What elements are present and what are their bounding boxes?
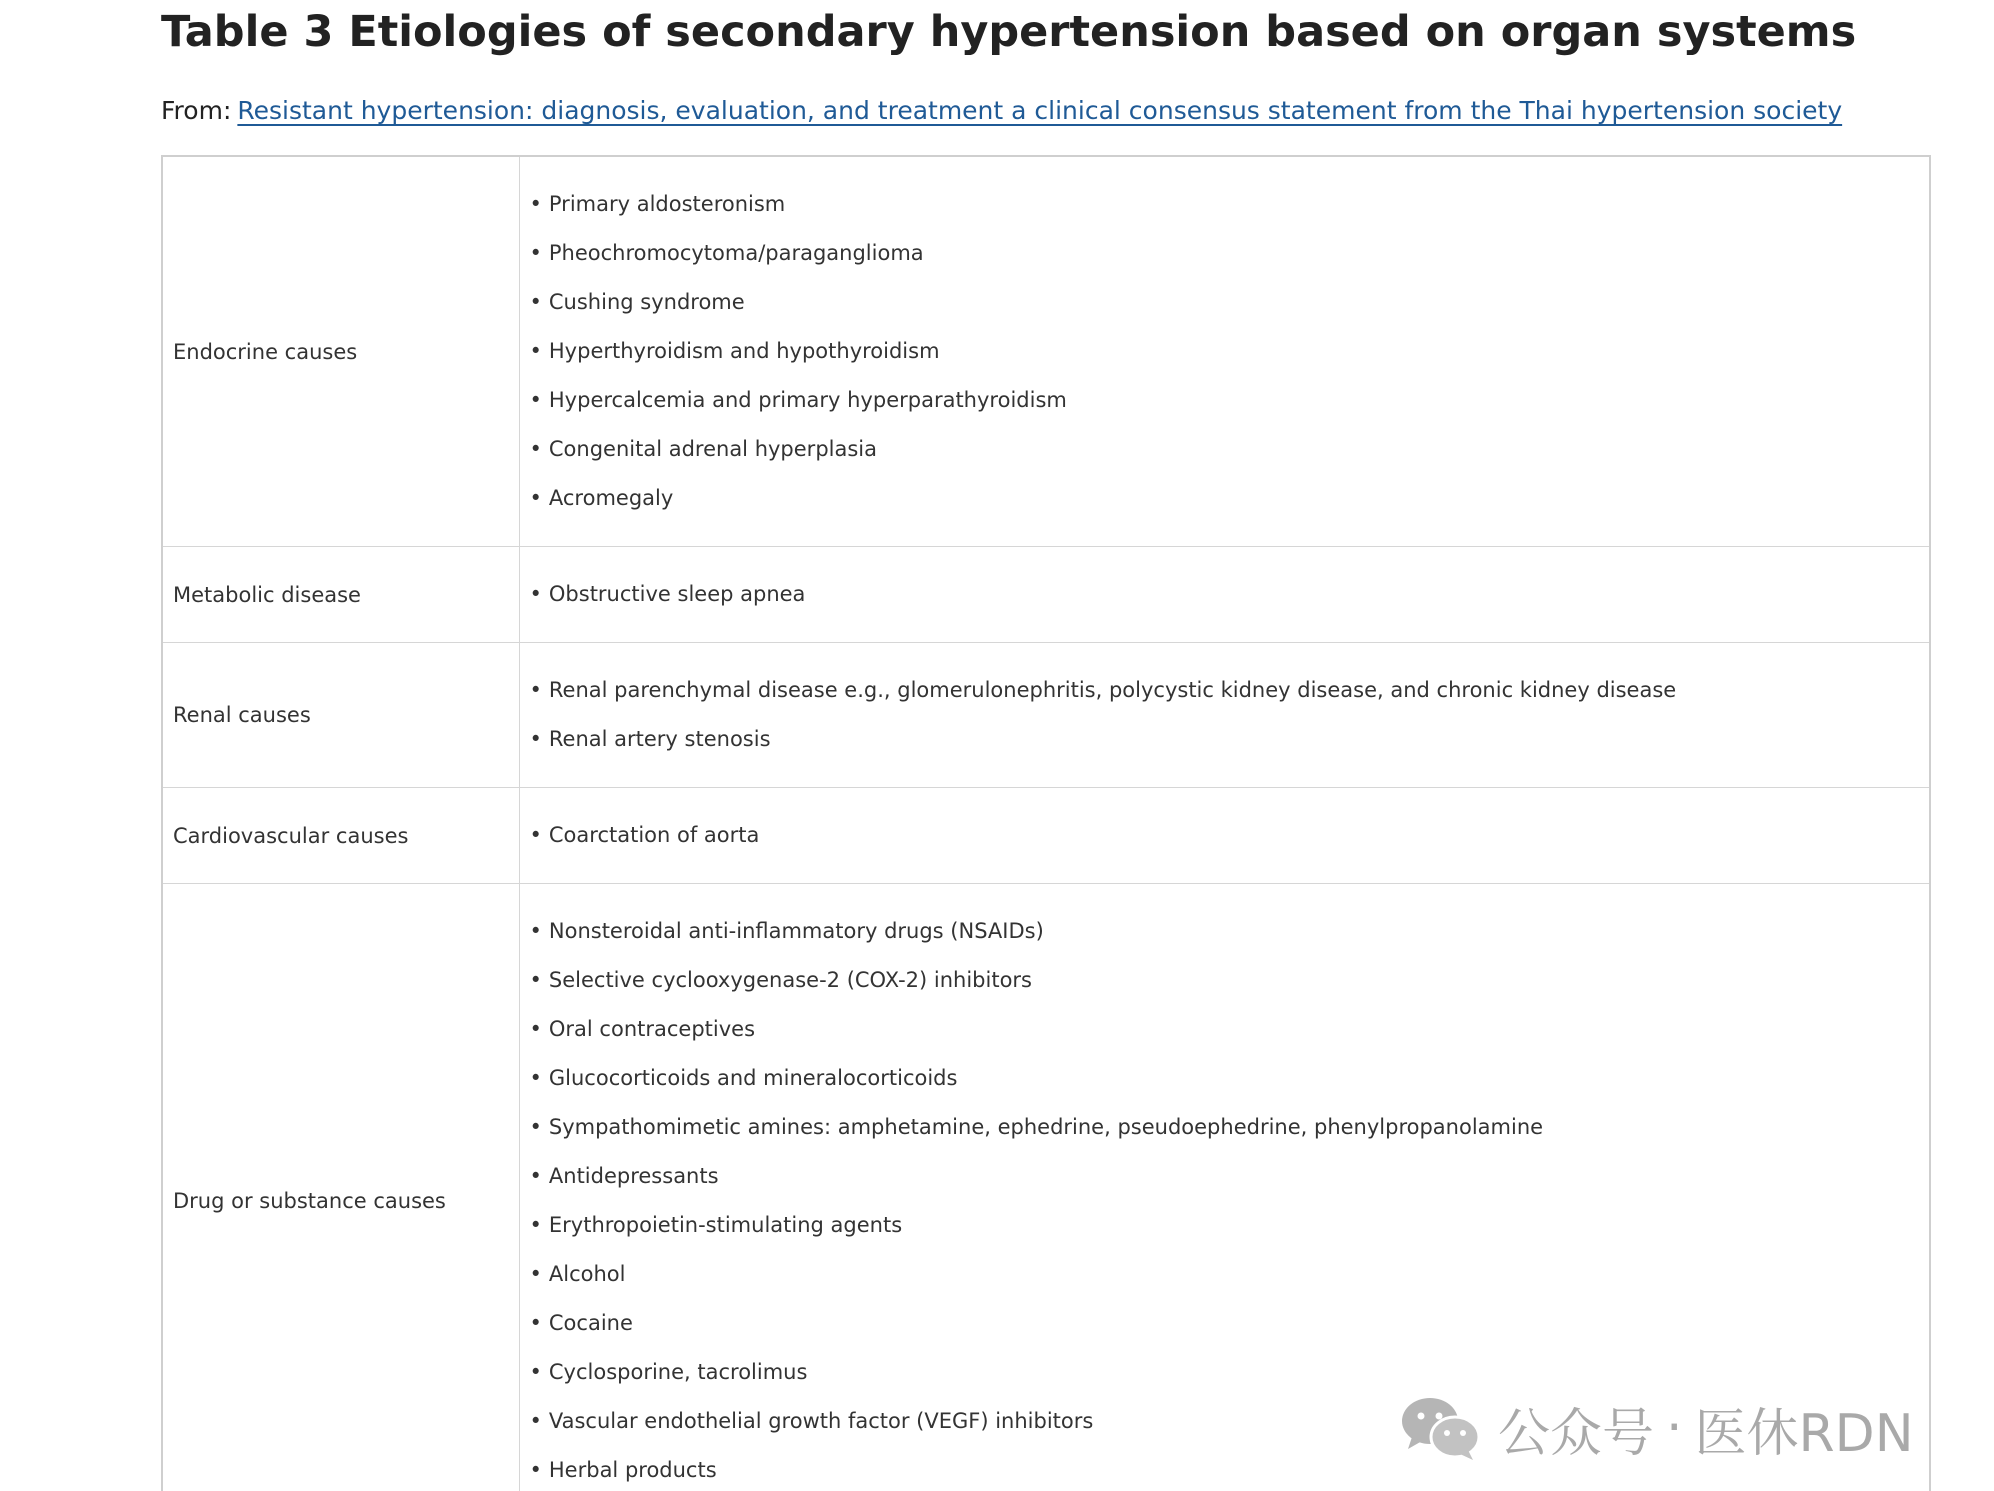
watermark [1400,1393,1914,1463]
list-item: • Sympathomimetic amines: amphetamine, ephedrine, pseudoephedrine, phenylpropanolamine [530,1103,1930,1152]
table-row [163,157,1929,547]
list-item: • Selective cyclooxygenase-2 (COX-2) inhibitors [530,956,1930,1005]
items-cell [519,643,1929,788]
list-item: • Vascular endothelial growth factor (VEGF) inhibitors [530,1397,1930,1446]
etiology-table-container [161,155,1931,1491]
category-cell: Cardiovascular causes [163,788,519,884]
list-item: • Herbal products [530,1446,1930,1491]
list-item: • Primary aldosteronism [530,180,1930,229]
list-item: • Renal artery stenosis [530,715,1930,764]
category-cell: Metabolic disease [163,547,519,643]
source-article-link[interactable]: Resistant hypertension: diagnosis, evaluation, and treatment a clinical consensus statement from the Thai hypertension society [237,96,1843,125]
list-item: • Nonsteroidal anti-inflammatory drugs (NSAIDs) [530,907,1930,956]
list-item: • Erythropoietin-stimulating agents [530,1201,1930,1250]
etiology-table [163,157,1929,1491]
list-item: • Glucocorticoids and mineralocorticoids [530,1054,1930,1103]
list-item: • Pheochromocytoma/paraganglioma [530,229,1930,278]
list-item: • Antidepressants [530,1152,1930,1201]
table-body [163,157,1929,1491]
category-cell: Renal causes [163,643,519,788]
list-item: • Oral contraceptives [530,1005,1930,1054]
list-item: • Hyperthyroidism and hypothyroidism [530,327,1930,376]
items-cell [519,788,1929,884]
list-item: • Renal parenchymal disease e.g., glomerulonephritis, polycystic kidney disease, and chronic kidney disease [530,666,1930,715]
items-cell [519,157,1929,547]
items-cell [519,547,1929,643]
page-title: Table 3 Etiologies of secondary hypertension based on organ systems [161,7,1857,57]
list-item: • Alcohol [530,1250,1930,1299]
watermark-account-label: 公众号 [1498,1403,1655,1464]
source-line [161,92,1961,130]
wechat-icon [1400,1395,1482,1461]
table-row [163,788,1929,884]
category-cell: Endocrine causes [163,157,519,547]
list-item: • Hypercalcemia and primary hyperparathyroidism [530,376,1930,425]
list-item: • Acromegaly [530,474,1930,523]
list-item: • Congenital adrenal hyperplasia [530,425,1930,474]
list-item: • Cushing syndrome [530,278,1930,327]
source-prefix: From: [161,96,232,125]
list-item: • Cocaine [530,1299,1930,1348]
list-item: • Cyclosporine, tacrolimus [530,1348,1930,1397]
watermark-separator: · [1666,1398,1683,1458]
list-item: • Coarctation of aorta [530,811,1930,860]
table-row [163,547,1929,643]
list-item: • Obstructive sleep apnea [530,570,1930,619]
table-row [163,643,1929,788]
watermark-account-name: 医休RDN [1694,1403,1914,1464]
category-cell: Drug or substance causes [163,884,519,1491]
